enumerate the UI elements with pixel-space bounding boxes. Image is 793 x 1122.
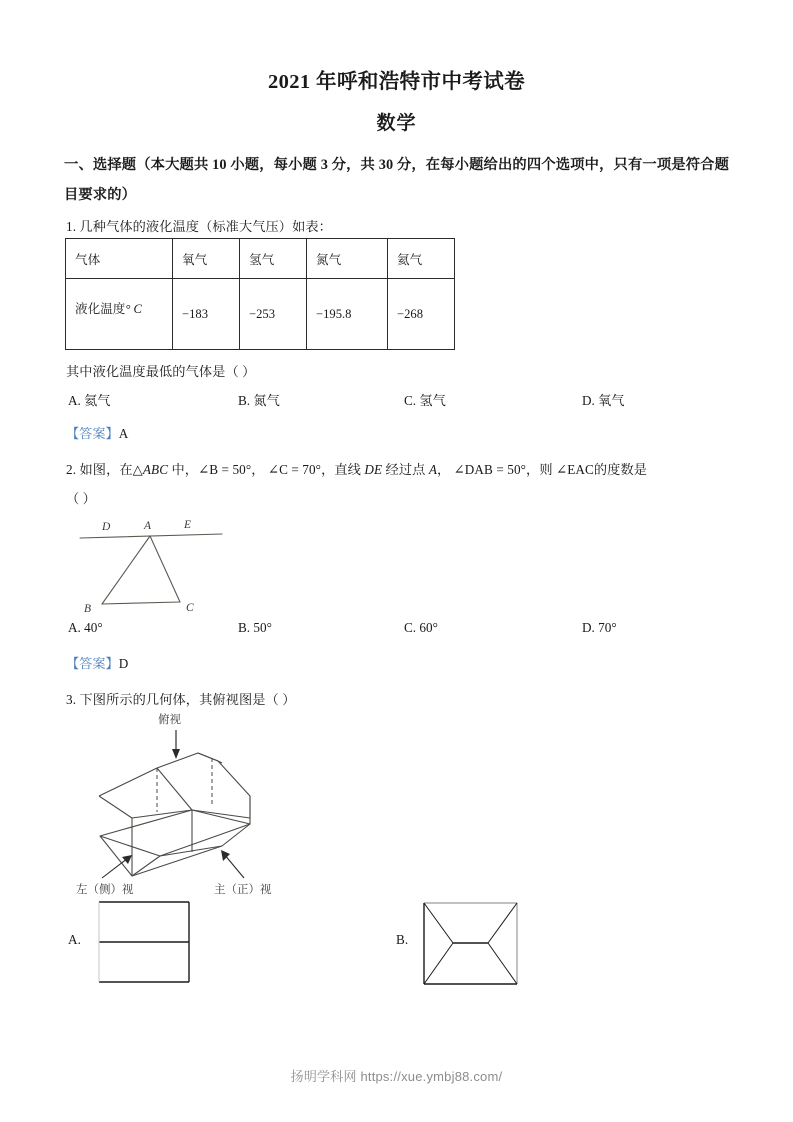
front-view-arrow-shaft [224, 854, 244, 878]
gas-liquefaction-table [65, 238, 455, 350]
option-text: 氧气 [598, 393, 625, 408]
option-text: 50° [253, 620, 272, 635]
question-1-answer [66, 423, 128, 442]
question-1-option-b[interactable] [238, 390, 280, 409]
option-letter: D. [582, 620, 595, 635]
choice-b-diagonal-br [488, 943, 517, 984]
segment-ac [150, 536, 180, 602]
option-letter: A. [68, 393, 81, 408]
roof-apex-edge [198, 753, 218, 761]
question-3-choice-a-letter[interactable]: A. [68, 932, 82, 947]
question-1-stem-text: 几种气体的液化温度（标准大气压）如表： [79, 219, 332, 234]
question-1-option-a[interactable] [68, 390, 111, 409]
option-letter: B. [238, 620, 251, 635]
question-2-text-2: 中， [171, 462, 199, 477]
left-view-arrow-shaft [102, 858, 128, 878]
question-3-stem-text: 下图所示的几何体，其俯视图是（ ） [79, 692, 296, 707]
label-d: D [102, 521, 111, 533]
segment-bc [102, 602, 180, 604]
footer-watermark: 扬明学科网 https://xue.ymbj88.com/ [290, 1069, 503, 1084]
question-1-options [64, 390, 744, 414]
option-letter: D. [582, 393, 595, 408]
table-cell-gas-1: 氧气 [173, 239, 240, 279]
lower-plate-edge [132, 856, 160, 876]
option-letter: C. [404, 620, 417, 635]
question-1-prompt: 其中液化温度最低的气体是（ ） [66, 364, 256, 379]
question-2-point-a: A [428, 462, 437, 477]
question-2-triangle: △ABC [132, 462, 169, 477]
choice-b-diagonal-tr [488, 903, 517, 943]
temperature-label: 液化温度 [75, 301, 126, 316]
answer-value: D [118, 656, 129, 671]
table-cell-temp-3: −195.8 [307, 279, 388, 350]
top-view-arrow-head [172, 749, 180, 759]
question-1-option-c[interactable] [404, 390, 446, 409]
lower-plate-edge-2 [160, 846, 222, 856]
question-2-text-1: 如图，在 [79, 462, 133, 477]
table-cell-temp-1: −183 [173, 279, 240, 350]
front-view-label: 主（正）视 [214, 884, 272, 896]
option-text: 氦气 [84, 393, 111, 408]
question-3-number: 3. [66, 692, 77, 707]
table-cell-gas-4: 氦气 [388, 239, 455, 279]
table-header-temperature [66, 279, 173, 350]
page-subtitle: 数学 [376, 113, 417, 134]
segment-ab [102, 536, 150, 604]
lower-plate-top [100, 810, 250, 856]
table-cell-gas-3: 氮气 [307, 239, 388, 279]
question-3-choice-a-figure[interactable] [96, 898, 196, 993]
question-2-answer [66, 653, 128, 672]
question-3-choice-b-figure[interactable] [420, 898, 524, 993]
question-2-stem: 2. 如图，在△ABC 中，∠B = 50°， ∠C = 70°，直线 DE 经过点 A， ∠DAB = 50°，则 ∠EAC的度数是 [66, 462, 648, 477]
table-cell-temp-2: −253 [240, 279, 307, 350]
question-2-text-6: 的度数是 [593, 462, 648, 477]
option-text: 氢气 [419, 393, 446, 408]
choice-b-diagonal-tl [424, 903, 453, 943]
option-letter: C. [404, 393, 417, 408]
question-2-option-c[interactable] [404, 620, 438, 636]
question-3-choice-b-letter[interactable]: B. [396, 932, 409, 947]
top-view-label: 俯视 [158, 714, 181, 726]
question-3-figure [72, 706, 362, 896]
question-1-option-d[interactable] [582, 390, 625, 409]
table-row [66, 239, 455, 279]
choice-b-diagonal-bl [424, 943, 453, 984]
temperature-unit: ° C [125, 301, 142, 316]
option-text: 40° [84, 620, 103, 635]
question-1-stem [66, 212, 332, 241]
question-1-number: 1. [66, 219, 77, 234]
question-2-line-de: DE [364, 462, 383, 477]
question-2-angle-c: ∠C = 70° [267, 462, 322, 477]
question-2-option-d[interactable] [582, 620, 617, 636]
question-2-number: 2. [66, 462, 77, 477]
question-2-figure [72, 516, 282, 616]
question-2-option-b[interactable] [238, 620, 272, 636]
option-letter: A. [68, 620, 81, 635]
question-2-text-3: 直线 [334, 462, 361, 477]
section-heading: 一、选择题（本大题共 10 小题，每小题 3 分，共 30 分，在每小题给出的四个选项中，只有一项是符合题目要求的） [64, 157, 729, 203]
label-a: A [144, 520, 152, 532]
roof-inner-edge [157, 768, 192, 810]
table-cell-gas-2: 氢气 [240, 239, 307, 279]
answer-tag: 【答案】 [66, 426, 119, 441]
roof-front-edge [99, 796, 192, 818]
question-2-options [64, 620, 744, 644]
table-row [66, 279, 455, 350]
label-c: C [186, 602, 194, 614]
table-cell-temp-4: −268 [388, 279, 455, 350]
question-2-option-a[interactable] [68, 620, 103, 636]
question-2-text-4: 经过点 [385, 462, 426, 477]
roof-left-face [99, 753, 218, 796]
table-header-gas: 气体 [66, 239, 173, 279]
question-2-angle-b: ∠B = 50° [198, 462, 252, 477]
left-view-arrow-head [122, 855, 132, 864]
answer-value: A [118, 426, 129, 441]
answer-tag: 【答案】 [66, 656, 119, 671]
option-text: 氮气 [253, 393, 280, 408]
option-text: 60° [419, 620, 438, 635]
left-view-label: 左（侧）视 [76, 884, 134, 896]
label-e: E [184, 519, 192, 531]
roof-right-face [192, 761, 250, 818]
question-2-angle-eac: ∠EAC [556, 462, 594, 477]
page-title: 2021 年呼和浩特市中考试卷 [267, 71, 526, 93]
question-2-text-5: 则 [539, 462, 553, 477]
question-2-angle-dab: ∠DAB = 50° [453, 462, 527, 477]
question-2-prompt: （ ） [66, 491, 96, 506]
label-b: B [84, 603, 92, 615]
option-letter: B. [238, 393, 251, 408]
option-text: 70° [598, 620, 617, 635]
